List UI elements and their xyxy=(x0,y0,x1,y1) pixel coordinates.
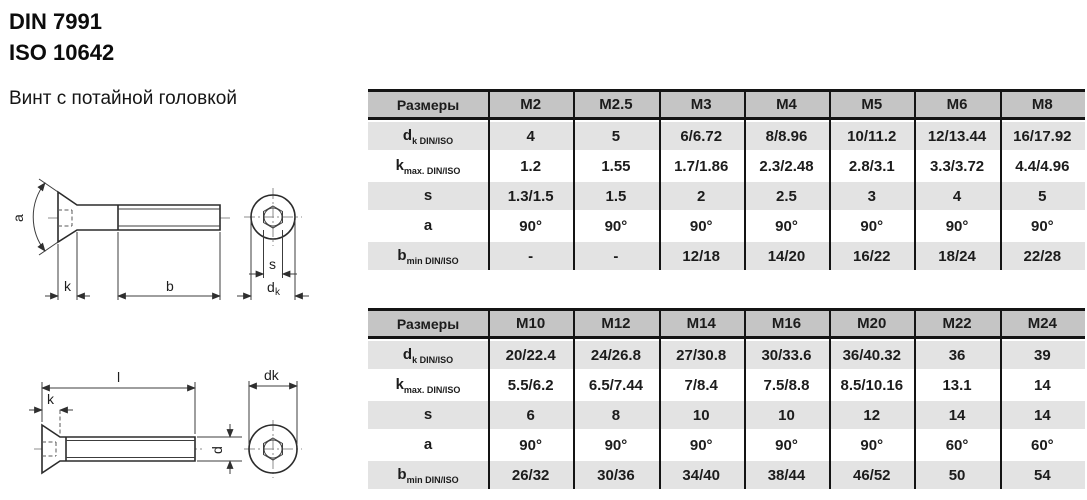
column-separator xyxy=(659,308,661,489)
table-cell: 90° xyxy=(775,436,798,454)
column-header: M22 xyxy=(942,315,972,332)
table-cell: 7.5/8.8 xyxy=(763,376,810,394)
column-header: M6 xyxy=(946,96,968,113)
table-cell: 30/36 xyxy=(597,466,635,484)
column-header: M2.5 xyxy=(599,96,633,113)
table-cell: 8/8.96 xyxy=(765,127,808,145)
table-cell: 90° xyxy=(519,217,542,235)
column-header: M20 xyxy=(857,315,887,332)
row-label-sub: min DIN/ISO xyxy=(406,255,459,266)
table-row xyxy=(368,212,1085,240)
angle-extension-line xyxy=(39,242,58,255)
row-label-sub: k DIN/ISO xyxy=(412,354,454,365)
table-cell: 12/13.44 xyxy=(927,127,987,145)
table-cell: 4.4/4.96 xyxy=(1015,157,1070,175)
head-height-label: k xyxy=(47,391,54,407)
table-cell: 1.3/1.5 xyxy=(507,187,554,205)
column-header: M8 xyxy=(1031,96,1053,113)
row-label xyxy=(368,376,488,395)
table-cell: 14 xyxy=(1033,376,1051,394)
row-label-base: d xyxy=(402,126,413,144)
column-header: M5 xyxy=(861,96,883,113)
column-separator xyxy=(1000,308,1002,489)
row-label-base: s xyxy=(423,405,433,423)
column-header: M12 xyxy=(601,315,631,332)
table-cell: 1.5 xyxy=(605,187,627,205)
row-label-sub: k DIN/ISO xyxy=(412,135,454,146)
angle-arc xyxy=(33,183,45,251)
table-header-row xyxy=(368,89,1085,120)
row-label-base: k xyxy=(395,156,404,174)
table-cell: 60° xyxy=(945,436,969,454)
table-cell: 36 xyxy=(948,346,966,364)
table-cell: 3.3/3.72 xyxy=(929,157,985,175)
row-label xyxy=(368,406,488,425)
screw-body-outline xyxy=(42,425,195,473)
column-separator xyxy=(914,89,916,270)
table-cell: 27/30.8 xyxy=(676,346,727,364)
column-separator xyxy=(914,308,916,489)
row-label xyxy=(368,127,488,146)
head-dia-label-sub: k xyxy=(275,287,280,298)
table-cell: 46/52 xyxy=(852,466,891,484)
table-cell: 6 xyxy=(526,406,535,424)
product-name: Винт с потайной головкой xyxy=(9,88,237,109)
table-cell: 12 xyxy=(863,406,881,424)
table-cell: 24/26.8 xyxy=(590,346,641,364)
table-row xyxy=(368,341,1085,369)
diameter-label: d xyxy=(209,446,225,454)
column-header: M10 xyxy=(516,315,546,332)
table-cell: 8.5/10.16 xyxy=(840,376,904,394)
table-row xyxy=(368,182,1085,210)
table-cell: 4 xyxy=(952,187,962,205)
column-separator xyxy=(573,89,575,270)
table-row xyxy=(368,122,1085,150)
angle-extension-line xyxy=(39,179,58,192)
table-cell: 26/32 xyxy=(511,466,550,484)
row-label xyxy=(368,217,488,236)
table-cell: 5 xyxy=(611,127,621,145)
table-cell: 30/33.6 xyxy=(761,346,812,364)
table-cell: 14 xyxy=(948,406,966,424)
table-cell: 34/40 xyxy=(682,466,720,484)
head-dia-label: dk xyxy=(264,367,279,383)
row-label-sub: min DIN/ISO xyxy=(406,474,459,485)
column-header: M4 xyxy=(776,96,797,113)
table-cell: 20/22.4 xyxy=(505,346,556,364)
table-cell: 18/24 xyxy=(938,247,976,265)
column-separator xyxy=(573,308,575,489)
table-row xyxy=(368,461,1085,489)
table-cell: 5.5/6.2 xyxy=(507,376,554,394)
table-row xyxy=(368,431,1085,459)
table-cell: 36/40.32 xyxy=(842,346,901,364)
table-cell: 90° xyxy=(689,217,713,235)
screw-drawing-length-view xyxy=(8,352,338,500)
column-header: M14 xyxy=(686,315,716,332)
row-label xyxy=(368,247,488,266)
standard-din-title: DIN 7991 xyxy=(9,9,102,34)
table-row xyxy=(368,371,1085,399)
table-cell: 90° xyxy=(604,217,628,235)
row-label-header: Размеры xyxy=(396,315,460,332)
screw-drawing-angle-view xyxy=(8,150,338,302)
table-cell: 16/17.92 xyxy=(1013,127,1072,145)
row-label-base: d xyxy=(402,345,413,363)
table-cell: 90° xyxy=(945,217,969,235)
angle-label: a xyxy=(10,214,26,222)
length-label: l xyxy=(117,369,121,385)
row-label-base: s xyxy=(423,186,433,204)
table-cell: - xyxy=(528,247,534,265)
table-cell: 90° xyxy=(519,436,542,454)
table-cell: 90° xyxy=(860,217,884,235)
table-row xyxy=(368,401,1085,429)
row-label xyxy=(368,187,488,206)
thread-length-label: b xyxy=(166,278,174,294)
table-cell: 90° xyxy=(604,436,628,454)
column-separator xyxy=(744,308,746,489)
row-label xyxy=(368,436,488,455)
page-title xyxy=(9,6,114,68)
row-label-sub: max. DIN/ISO xyxy=(403,165,461,176)
table-cell: 22/28 xyxy=(1023,247,1062,265)
column-separator xyxy=(488,89,490,270)
dimensions-table-m10-m24 xyxy=(368,308,1085,489)
table-cell: 6.5/7.44 xyxy=(588,376,644,394)
row-label xyxy=(368,157,488,176)
table-cell: 1.55 xyxy=(601,157,631,175)
column-separator xyxy=(1000,89,1002,270)
table-cell: 7/8.4 xyxy=(684,376,718,394)
row-label-header: Размеры xyxy=(396,96,460,113)
table-cell: 10 xyxy=(778,406,795,424)
column-separator xyxy=(829,308,831,489)
table-cell: 90° xyxy=(1030,217,1054,235)
row-label-base: b xyxy=(397,465,407,483)
table-cell: 10/11.2 xyxy=(847,127,897,145)
table-cell: 3 xyxy=(867,187,876,205)
table-cell: 6/6.72 xyxy=(680,127,723,145)
table-cell: 54 xyxy=(1033,466,1051,484)
table-row xyxy=(368,152,1085,180)
column-header: M24 xyxy=(1027,315,1057,332)
table-cell: 90° xyxy=(689,436,713,454)
table-row xyxy=(368,242,1085,270)
row-label xyxy=(368,346,488,365)
column-header: M3 xyxy=(690,96,712,113)
row-label-base: k xyxy=(395,375,404,393)
table-cell: 1.7/1.86 xyxy=(674,157,729,175)
table-cell: 14/20 xyxy=(767,247,806,265)
column-separator xyxy=(744,89,746,270)
column-separator xyxy=(659,89,661,270)
table-cell: 10 xyxy=(692,406,710,424)
column-header: M16 xyxy=(771,315,802,332)
row-label-sub: max. DIN/ISO xyxy=(403,384,461,395)
column-separator xyxy=(829,89,831,270)
table-cell: 50 xyxy=(948,466,966,484)
table-cell: 13.1 xyxy=(942,376,972,394)
standard-iso-title: ISO 10642 xyxy=(9,40,115,65)
table-cell: - xyxy=(613,247,619,265)
head-height-label: k xyxy=(64,278,71,294)
table-cell: 39 xyxy=(1033,346,1051,364)
table-cell: 4 xyxy=(526,127,535,145)
table-cell: 8 xyxy=(611,406,621,424)
table-cell: 14 xyxy=(1033,406,1051,424)
screw-body-outline xyxy=(58,192,220,242)
row-label-base: b xyxy=(397,246,407,264)
column-header: M2 xyxy=(520,96,542,113)
table-cell: 12/18 xyxy=(682,247,720,265)
table-cell: 5 xyxy=(1038,187,1047,205)
row-label xyxy=(368,466,488,485)
wrench-size-label: s xyxy=(269,256,276,272)
dimensions-table-m2-m8 xyxy=(368,89,1085,270)
table-cell: 90° xyxy=(860,436,884,454)
table-header-row xyxy=(368,308,1085,339)
table-cell: 2.5 xyxy=(776,187,797,205)
row-label-base: a xyxy=(423,435,433,453)
column-separator xyxy=(488,308,490,489)
table-cell: 2.8/3.1 xyxy=(848,157,895,175)
table-cell: 2.3/2.48 xyxy=(759,157,814,175)
table-cell: 16/22 xyxy=(852,247,891,265)
head-dia-label-base: d xyxy=(267,279,275,295)
row-label-base: a xyxy=(423,216,433,234)
table-cell: 90° xyxy=(775,217,798,235)
table-cell: 1.2 xyxy=(520,157,542,175)
table-cell: 60° xyxy=(1030,436,1054,454)
table-cell: 2 xyxy=(697,187,706,205)
table-cell: 38/44 xyxy=(767,466,806,484)
